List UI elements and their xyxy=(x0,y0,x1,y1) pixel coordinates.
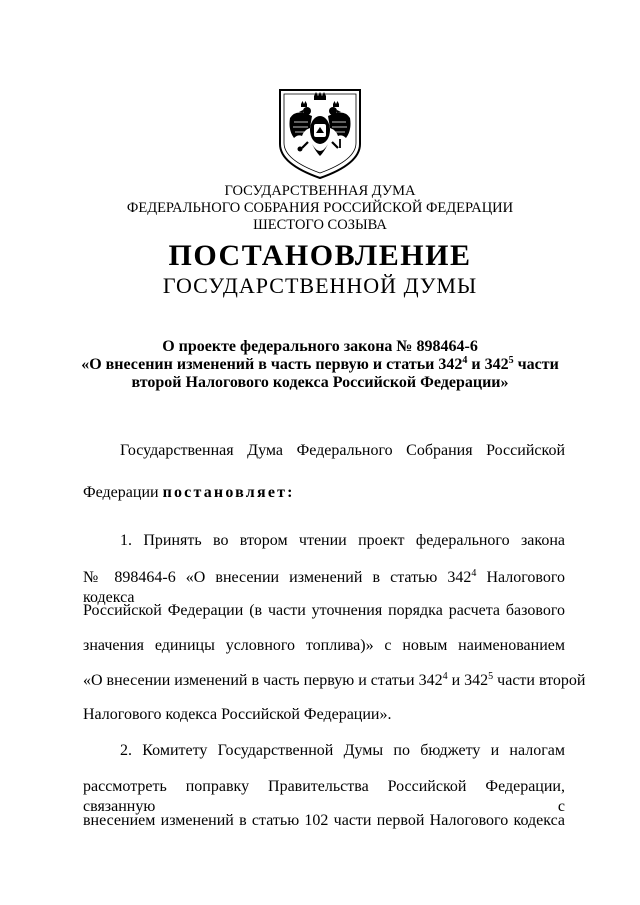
decree-verb: постановляет: xyxy=(162,484,295,501)
subject-line-2: «О внесенин изменений в часть первую и статьи $342^4$ и $342^5$ части xyxy=(81,355,559,373)
coat-of-arms-emblem xyxy=(274,86,366,180)
para1-line-2: № 898464-6 «О внесении изменений в статью $342^4$ Налогового кодекса xyxy=(83,568,565,606)
para2-line-2: рассмотреть поправку Правительства Российской Федерации, связанную с xyxy=(83,778,565,815)
para2-line-1: 2. Комитету Государственной Думы по бюджету и налогам xyxy=(120,742,565,759)
org-line-1: ГОСУДАРСТВЕННАЯ ДУМА xyxy=(224,183,416,199)
para1-line-4: значения единицы условного топлива)» с новым наименованием xyxy=(83,637,565,654)
document-type-subtitle: ГОСУДАРСТВЕННОЙ ДУМЫ xyxy=(162,273,478,298)
para1-line-5: «О внесении изменений в часть первую и статьи $342^4$ и $342^5$ части второй xyxy=(83,671,586,689)
para1-line-1: 1. Принять во втором чтении проект федерального закона xyxy=(120,532,565,549)
document-type-title: ПОСТАНОВЛЕНИЕ xyxy=(168,239,472,272)
intro-line-2: Федерации постановляет: xyxy=(83,484,295,501)
para2-line-3: внесением изменений в статью 102 части первой Налогового кодекса xyxy=(83,812,565,829)
org-line-2: ФЕДЕРАЛЬНОГО СОБРАНИЯ РОССИЙСКОЙ ФЕДЕРАЦИИ xyxy=(126,200,514,216)
intro-line-1: Государственная Дума Федерального Собрания Российской xyxy=(120,442,565,459)
para1-line-3: Российской Федерации (в части уточнения порядка расчета базового xyxy=(83,602,565,619)
subject-line-3: второй Налогового кодекса Российской Федерации» xyxy=(131,374,509,391)
para1-line-6: Налогового кодекса Российской Федерации». xyxy=(83,706,392,723)
org-line-3: ШЕСТОГО СОЗЫВА xyxy=(253,217,387,233)
subject-line-1: О проекте федерального закона № 898464-6 xyxy=(162,338,478,355)
